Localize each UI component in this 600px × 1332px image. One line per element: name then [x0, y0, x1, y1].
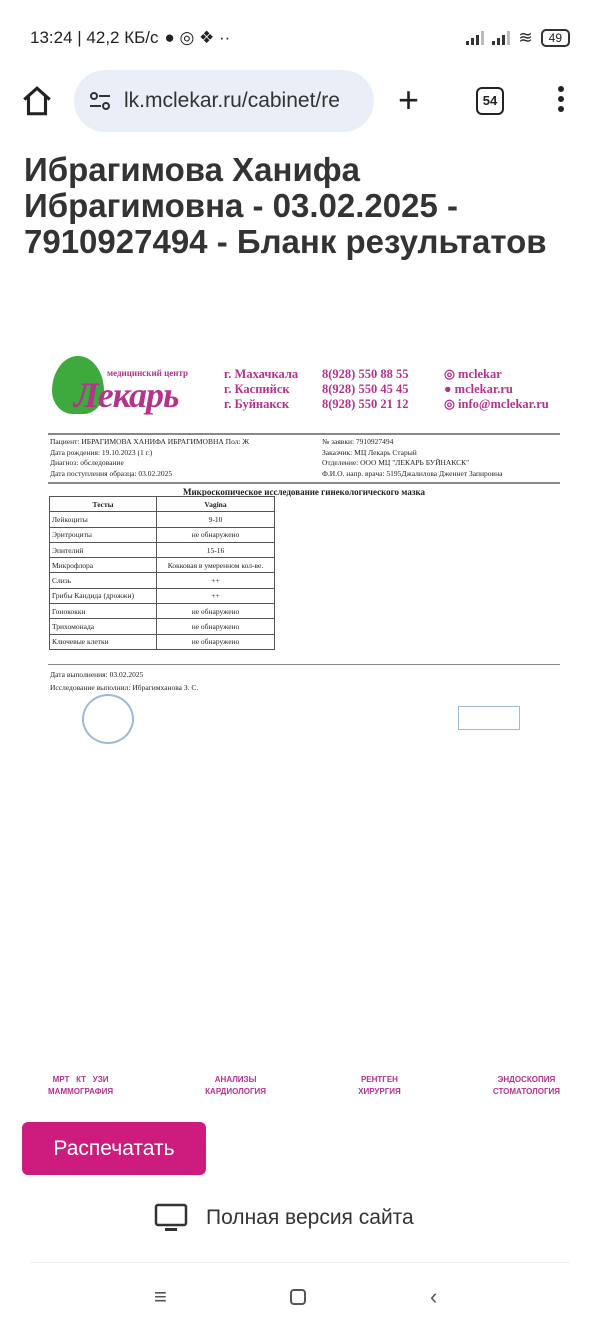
order-info: № заявки: 7910927494 Заказчик: МЦ Лекарь Старый Отделение: ООО МЦ "ЛЕКАРЬ БУЙНАКСК" Ф.И.О. напр. врача: 5195Джалилова Дженнет Запировна: [322, 437, 503, 478]
test-value: не обнаружено: [157, 527, 275, 542]
notification-icons: ● ◎ ❖ ··: [164, 28, 231, 47]
battery-icon: 49: [541, 29, 570, 47]
test-name: Эритроциты: [50, 527, 157, 542]
divider: [48, 433, 560, 435]
test-name: Слизь: [50, 573, 157, 588]
url-bar[interactable]: [74, 70, 374, 132]
system-nav-bar: [0, 1284, 600, 1310]
test-name: Ключевые клетки: [50, 634, 157, 649]
contacts: ◎ mclekar ● mclekar.ru ◎ info@mclekar.ru: [444, 367, 549, 411]
page-title: Ибрагимова Ханифа Ибрагимовна - 03.02.2025 - 7910927494 - Бланк результатов: [24, 151, 547, 260]
table-row: [50, 634, 275, 649]
divider: [30, 1262, 570, 1263]
services-list: [48, 1074, 560, 1098]
table-row: [50, 527, 275, 542]
browser-toolbar: [0, 70, 600, 132]
rectangular-stamp: [458, 706, 520, 730]
service-group: МРТ КТ УЗИ МАММОГРАФИЯ: [48, 1075, 114, 1096]
signal-icon: [466, 31, 484, 45]
table-row: [50, 512, 275, 527]
test-name: Грибы Кандида (дрожжи): [50, 588, 157, 603]
test-value: Кокковая в умеренном кол-ве.: [157, 558, 275, 573]
table-row: [50, 573, 275, 588]
desktop-icon: [154, 1203, 188, 1233]
site-settings-icon[interactable]: [88, 89, 112, 113]
clinic-logo: медицинский центр Лекарь: [52, 352, 212, 416]
divider: [48, 482, 560, 484]
test-name: Микрофлора: [50, 558, 157, 573]
round-stamp: [82, 694, 134, 744]
service-group: ЭНДОСКОПИЯ СТОМАТОЛОГИЯ: [492, 1075, 560, 1096]
table-row: [50, 619, 275, 634]
service-group: АНАЛИЗЫ КАРДИОЛОГИЯ: [205, 1075, 267, 1096]
test-name: Трихомонада: [50, 619, 157, 634]
home-nav-icon[interactable]: [290, 1289, 306, 1305]
column-header: Тесты: [50, 497, 157, 512]
table-row: [50, 588, 275, 603]
test-value: ++: [157, 588, 275, 603]
signal-icon-2: [492, 31, 510, 45]
tab-switcher-button[interactable]: 54: [476, 87, 504, 115]
table-row: [50, 542, 275, 557]
results-document: [48, 350, 560, 1110]
wifi-icon: ≋: [518, 28, 533, 47]
status-bar: [30, 24, 570, 52]
phones: 8(928) 550 88 55 8(928) 550 45 45 8(928) 550 21 12: [322, 367, 409, 411]
patient-info: Пациент: ИБРАГИМОВА ХАНИФА ИБРАГИМОВНА Пол: Ж Дата рождения: 19.10.2023 (1 г.) Диагноз: обследование Дата поступления образца: 03.02.2025: [50, 437, 250, 478]
test-value: 15-16: [157, 542, 275, 557]
test-name: Гонококки: [50, 604, 157, 619]
cities: г. Махачкала г. Каспийск г. Буйнакск: [224, 367, 299, 411]
completion-info: Дата выполнения: 03.02.2025 Исследование выполнил: Ибрагимханова З. С.: [50, 670, 199, 692]
print-button[interactable]: Распечатать: [22, 1122, 206, 1175]
test-value: не обнаружено: [157, 634, 275, 649]
test-name: Эпителий: [50, 542, 157, 557]
home-icon[interactable]: [20, 84, 54, 118]
test-name: Лейкоциты: [50, 512, 157, 527]
test-value: не обнаружено: [157, 619, 275, 634]
divider: [48, 664, 560, 665]
full-version-link[interactable]: Полная версия сайта: [154, 1203, 414, 1233]
service-group: РЕНТГЕН ХИРУРГИЯ: [358, 1075, 401, 1096]
results-table: [49, 496, 275, 650]
new-tab-icon[interactable]: +: [398, 79, 420, 120]
table-row: [50, 604, 275, 619]
section-title: Микроскопическое исследование гинекологического мазка: [182, 487, 425, 497]
status-time-speed: 13:24 | 42,2 КБ/с: [30, 28, 159, 47]
more-menu-icon[interactable]: [558, 86, 566, 116]
test-value: ++: [157, 573, 275, 588]
test-value: 9-10: [157, 512, 275, 527]
test-value: не обнаружено: [157, 604, 275, 619]
recents-icon[interactable]: ≡: [154, 1284, 167, 1309]
url-text: lk.mclekar.ru/cabinet/re: [124, 89, 340, 112]
table-row: [50, 558, 275, 573]
column-header: Vagina: [157, 497, 275, 512]
back-icon[interactable]: ‹: [430, 1284, 438, 1309]
